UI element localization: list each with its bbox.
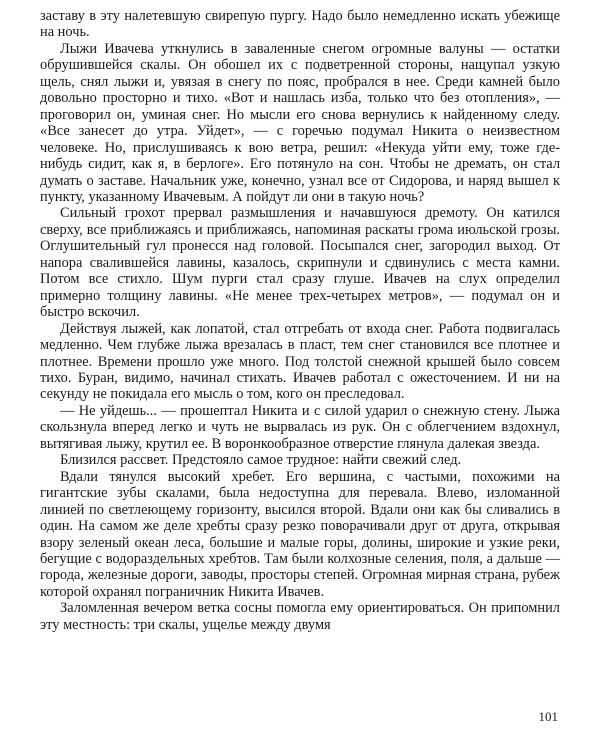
paragraph-8: Заломленная вечером ветка сосны помогла ему ориентироваться. Он припомнил эту местность: три скалы, ущелье между двумя [40, 600, 560, 633]
page-number: 101 [538, 709, 558, 724]
paragraph-7: Вдали тянулся высокий хребет. Его вершина, с частыми, похожими на гигантские зубы скалами, была недоступна для перевала. Влево, изломанной линией по светлеющему горизонту, высился второй. Вдали они как бы сливались в один. На самом же деле хребты сразу резко поворачивали друг от друга, открывая взору зеленый океан леса, большие и малые горы, долины, широкие и узкие реки, бегущие с водораздельных хребтов. Там были колхозные селения, поля, а дальше — города, железные дороги, заводы, просторы степей. Огромная мирная страна, рубеж которой охранял пограничник Никита Ивачев. [40, 468, 560, 600]
paragraph-6: Близился рассвет. Предстояло самое трудное: найти свежий след. [60, 452, 462, 469]
paragraph-3: Сильный грохот прервал размышления и начавшуюся дремоту. Он катился сверху, все приближаясь и приближаясь, напоминая раскаты грома июльской грозы. Оглушительный гул пронесся над головой. Посыпался снег, загородил выход. От напора свалившейся лавины, казалось, скрипнули и сдвинулись с места камни. Потом все стихло. Шум пурги стал сразу глуше. Ивачев на слух определил примерно толщину лавины. «Не менее трех-четырех метров», — подумал он и быстро вскочил. [40, 205, 560, 321]
paragraph-4: Действуя лыжей, как лопатой, стал отгребать от входа снег. Работа подвигалась медленно. Чем глубже лыжа врезалась в пласт, тем снег становился все плотнее и плотнее. Времени прошло уже много. Под толстой снежной крышей было совсем тихо. Буран, видимо, начинал стихать. Ивачев работал с ожесточением. И ни на секунду не покидала его мысль о том, кого он преследовал. [40, 320, 560, 403]
page-text [40, 8, 560, 633]
paragraph-2: Лыжи Ивачева уткнулись в заваленные снегом огромные валуны — остатки обрушившейся скалы. Он обошел их с подветренной стороны, нащупал узкую щель, снял лыжи и, увязая в снегу по пояс, пробрался в нее. Среди камней было довольно просторно и тихо. «Вот и нашлась изба, только что без отопления», — проговорил он, уминая снег. Но мысли его снова вернулись к найденному следу. «Все занесет до утра. Уйдет», — с горечью подумал Никита о неизвестном человеке. Но, прислушиваясь к вою ветра, решил: «Некуда уйти ему, тоже где-нибудь сидит, как я, в берлоге». Его потянуло на сон. Чтобы не дремать, он стал думать о заставе. Начальник уже, конечно, узнал все от Сидорова, и наряд вышел к пункту, указанному Ивачевым. А пойдут ли они в такую ночь? [40, 40, 560, 205]
paragraph-1: заставу в эту налетевшую свирепую пургу. Надо было немедленно искать убежище на ночь. [40, 8, 560, 41]
paragraph-5: — Не уйдешь... — прошептал Никита и с силой ударил о снежную стену. Лыжа скользнула вперед легко и чуть не вырвалась из рук. Он с облегчением вздохнул, вытягивая лыжу, крутил ее. В воронкообразное отверстие глянула далекая звезда. [40, 402, 560, 452]
